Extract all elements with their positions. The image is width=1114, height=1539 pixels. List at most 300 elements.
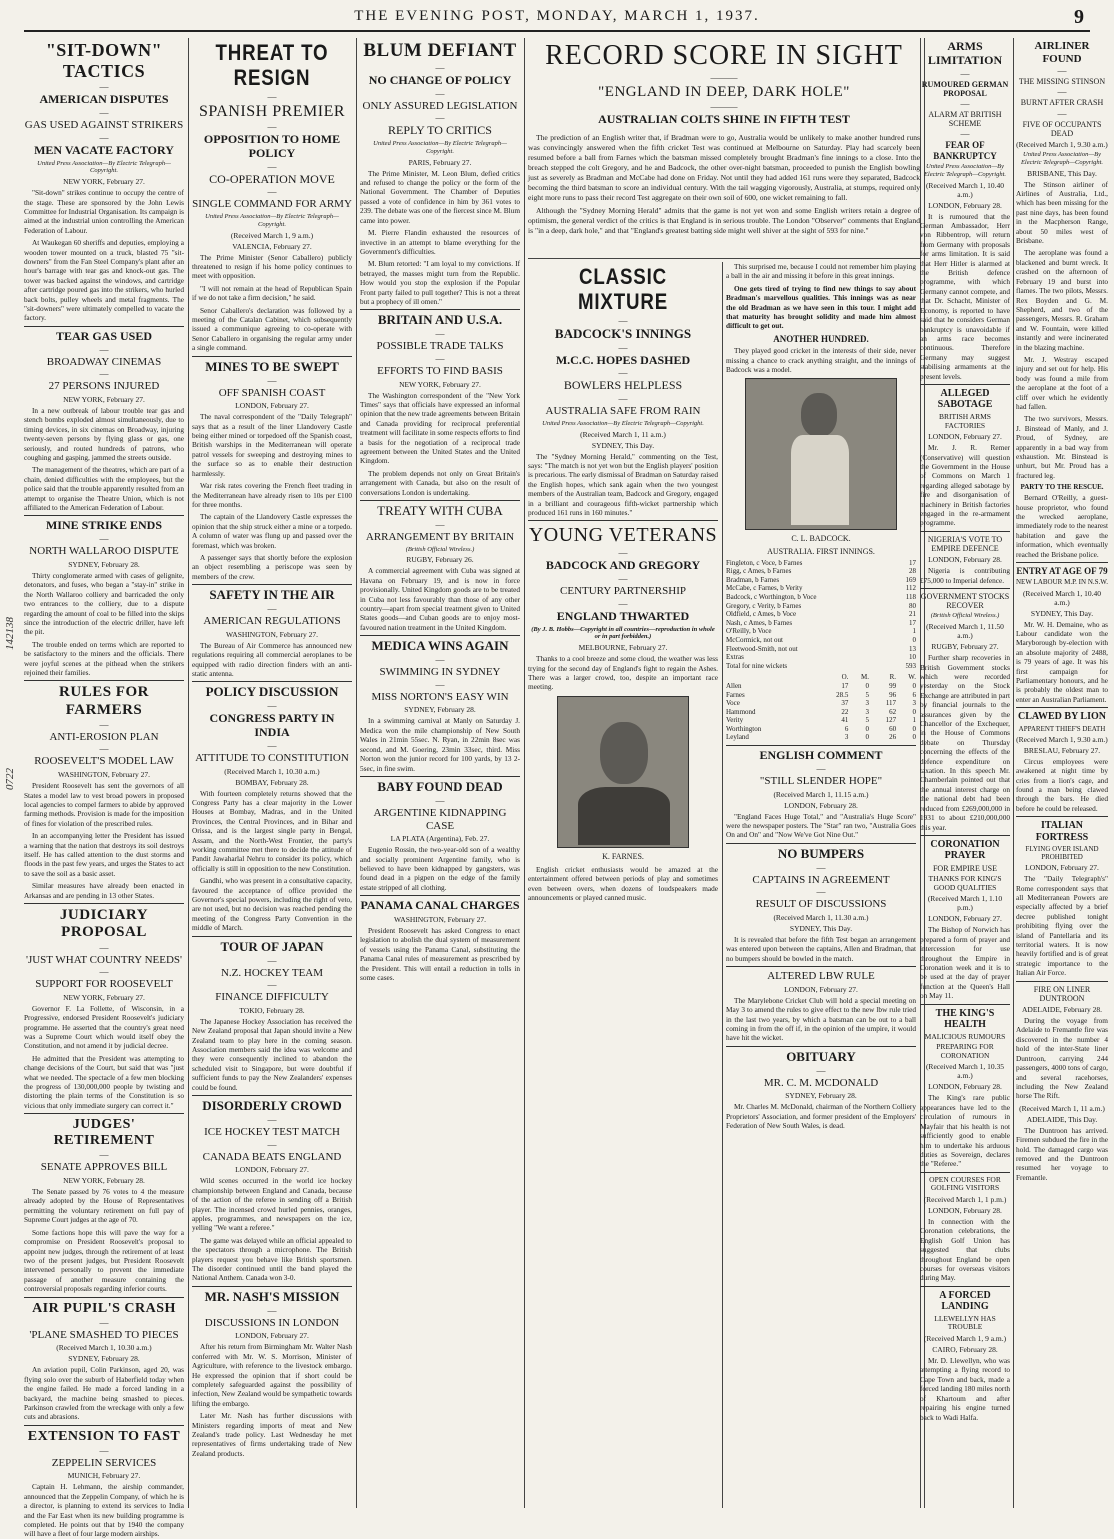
article-text: The prediction of an English writer that, if Bradman were to go, Australia would be unlikely to make another hundred runs was convincingly answered when the fifth cricket Test was continued at Melbourne on Saturday. Play had scarcely been resumed before a ball from Farnes which the batsman missed completely brought Bradman's fine innings to a close. Into the breach stepped the colt Gregory, and he and Badcock, the other over-night batsman, proceeded to punish the English bowling just as severely as Bradman and McCabe had done on Friday. Not until they had added 161 runs were they separated, Badcock becoming the third batsman to score an individual century. With the tail wagging vigorously, Australia, at stumps, required only eight more runs to pass their record Test aggregate on their own soil of 600, one wicket remaining to fall.: [528, 133, 920, 203]
dateline: ADELAIDE, This Day.: [1026, 1114, 1098, 1124]
article-text: Senor Caballero's declaration was followed by a meeting of the Catalan Cabinet, which subsequently issued a communique agreeing to co-operate with Senor Caballero in organising the regular army under a single command.: [192, 305, 352, 353]
dateline: LONDON, February 28.: [928, 555, 1002, 565]
article-text: He admitted that the President was attempting to change decisions of the Court, but said that was "just what we needed. The spectacle of a few men blocking the progress of 130,000,000 people by twisting and distorting the plain terms of the Constitution is so vicious that only immediate surgery can correct it.": [24, 1053, 184, 1110]
headline: AIR PUPIL'S CRASH: [32, 1300, 176, 1316]
headline: CLAWED BY LION: [1018, 711, 1106, 723]
headline: TREATY WITH CUBA: [377, 503, 503, 519]
subhead: FINANCE DIFFICULTY: [215, 991, 329, 1004]
article-text: Later Mr. Nash has further discussions with Ministers regarding imports of meat and New Zealand's trade policy. Last Wednesday he met representatives of firms undertaking trade of New Zealand products.: [192, 1411, 352, 1458]
article-text: The game was delayed while an official appealed to the spectators through a microphone. The British players request you behave like British sportsmen. The disorder continued until the band played the National Anthem. Canada won 3-0.: [192, 1235, 352, 1283]
dateline: (Received March 1, 10.40 a.m.): [1022, 588, 1102, 607]
dateline: RUGBY, February 26.: [406, 555, 474, 565]
article-text: In connection with the Coronation celebrations, the English Golf Union has suggested that clubs throughout England be open courses for overseas visitors during May.: [920, 1216, 1010, 1283]
article-text: Bernard O'Reilly, a guest-house proprietor, who found the wrecked aeroplane, immediately rode to the nearest habitation and gave the information, which eventually reached the Brisbane police.: [1016, 493, 1108, 559]
bowling-row: [726, 733, 916, 742]
dateline: BOMBAY, February 28.: [235, 777, 309, 787]
runs: 112: [905, 584, 916, 593]
page-number: 9: [1074, 6, 1084, 28]
subhead: MEN VACATE FACTORY: [34, 142, 174, 157]
subhead: POSSIBLE TRADE TALKS: [376, 340, 504, 353]
dateline: NEW YORK, February 27.: [399, 379, 481, 389]
headline: BRITAIN AND U.S.A.: [377, 312, 503, 328]
dateline: NEW YORK, February 27.: [63, 992, 145, 1002]
column-2: THREAT TO RESIGN — SPANISH PREMIER — OPPOSITION TO HOME POLICY — CO-OPERATION MOVE — SINGLE COMMAND FOR ARMY United Press Association—By Electric Telegraph—Copyright. (Received March 1, 9 a.m.) VALENCIA, February 27. The Prime Minister (Senor Caballero) publicly threatened to resign if his home policy continues to meet with opposition. "I will not remain at the head of Republican Spain if we do not take a firm decision," he said. Senor Caballero's declaration was followed by a meeting of the Catalan Cabinet, which subsequently issued a communique agreeing to co-operate with Senor Caballero in organising the regular army under a single command. MINES TO BE SWEPT — OFF SPANISH COAST LONDON, February 27. The naval correspondent of the "Daily Telegraph" says that as a result of the liner Llandovery Castle being either mined or torpedoed off the Spanish coast, British warships in the Mediterranean will operate patrol vessels for sweeping and destroying mines to the surface so as to enable their destruction harmlessly. War risk rates covering the French fleet trading in the Mediterranean have already risen to 10s per £100 for three months. The captain of the Llandovery Castle expresses the opinion that the ship struck either a mine or a torpedo. A column of water was flung up and passed over the foremast, which was broken. A passenger says that shortly before the explosion an object resembling a periscope was seen by members of the crew. SAFETY IN THE AIR — AMERICAN REGULATIONS WASHINGTON, February 27. The Bureau of Air Commerce has announced new regulations requiring all commercial aeroplanes to be equipped with radio direction finders with an anti-static antenna. POLICY DISCUSSION — CONGRESS PARTY IN INDIA — ATTITUDE TO CONSTITUTION (Received March 1, 10.30 a.m.) BOMBAY, February 28. With fourteen completely returns showed that the Congress Party has a clear majority in the Lower Houses at Bombay, Madras, and in the United Provinces, the Central Provinces, and in Bihar and Orissa, and is the largest single party in Bengal, Assam, and the North-West Frontier, the party's working committee met there to decide the attitude of Pandit Jawaharlal Nehru to consider its policy, which officially is still in opposition to the new Constitution. Gandhi, who was present in a consultative capacity, favoured the acceptance of office provided the Governor's special powers, including the right of veto, are not used, but no decision was reached pending the meeting of the Congress Party Convention in the middle of March. TOUR OF JAPAN — N.Z. HOCKEY TEAM — FINANCE DIFFICULTY TOKIO, February 28. The Japanese Hockey Association has received the New Zealand proposal that Japan should invite a New Zealand team to play here in the coming season. Association members said the idea was welcome and they were consequently inclined to abandon the scheduled visit to Singapore, but were doubtful if sufficient funds to pay the New Zealanders' expenses could be found. DISORDERLY CROWD — ICE HOCKEY TEST MATCH — CANADA BEATS ENGLAND LONDON, February 27. Wild scenes occurred in the world ice hockey championship between England and Canada, because of the action of the referee in sending off a British player. The incensed crowd hurled pennies, oranges, apples, programmes, and newspapers on the ice, yelling "We want a referee." The game was delayed while an official appealed to the spectators through a microphone. The British players request you behave like British sportsmen. The disorder continued until the band played the National Anthem. Canada won 3-0. MR. NASH'S MISSION — DISCUSSIONS IN LONDON LONDON, February 27. After his return from Birmingham Mr. Walter Nash conferred with Mr. W. S. Morrison, Minister of Agriculture, with reference to the livestock embargo. He expressed the opinion that if short could be completely safeguarded against the possibility of infection, New Zealand would be sympathetic towards lifting the embargo. Later Mr. Nash has further discussions with Ministers regarding imports of meat and New Zealand's trade policy. Last Wednesday he met representatives of firms undertaking trade of New Zealand products.: [192, 38, 357, 1508]
headline: GOVERNMENT STOCKS RECOVER: [920, 592, 1010, 611]
total-value: 593: [905, 661, 916, 670]
article-text: At Waukegan 60 sheriffs and deputies, employing a wooden tower mounted on a truck, blasted 75 "sit-downers" from the Fan Steel Company's plant after an hour's barrage with tear gas and knock-out gas. The tower was backed against the windows, and cartridge after cartridge poured gas into the strikers, who hurled back bolts, pulley wheels and metal fragments. The "sit-downers" were ultimately compelled to vacate the factory.: [24, 238, 184, 323]
subhead: ALARM AT BRITISH SCHEME: [928, 109, 1002, 129]
bowling-figure: 60: [889, 724, 897, 733]
bowling-analysis: [726, 673, 916, 742]
subhead: AUSTRALIA SAFE FROM RAIN: [545, 405, 701, 418]
runs: 169: [905, 575, 916, 584]
farnes-photo: [557, 696, 689, 848]
headline: CORONATION PRAYER: [930, 838, 1000, 862]
subhead: SENATE APPROVES BILL: [40, 1161, 168, 1174]
article-text: Circus employees were awakened at night time by cries from a lion's cage, and found a man being clawed through the bars. He died before he could be released.: [1016, 756, 1108, 813]
bowling-figure: 6: [912, 690, 916, 699]
subhead: THE MISSING STINSON: [1018, 77, 1106, 87]
subhead: PARTY TO THE RESCUE.: [1020, 483, 1104, 492]
subhead: AMERICAN REGULATIONS: [203, 615, 341, 628]
subhead: FLYING OVER ISLAND PROHIBITED: [1025, 845, 1099, 862]
dateline: LONDON, February 27.: [1025, 863, 1099, 873]
subhead: SPANISH PREMIER: [198, 102, 346, 120]
scorecard-row: [726, 653, 916, 662]
dateline: SYDNEY, This Day.: [1030, 608, 1094, 618]
bowler: Verity: [726, 716, 744, 725]
article-text: "England Faces Huge Total," and "Australia's Huge Score" were the newspaper posters. The "Star" ran two, "Australia Goes On and On" and "Now We've Got Nine Out.": [726, 811, 916, 840]
runs: 1: [912, 627, 916, 636]
credit-line: (British Official Wireless.): [405, 545, 475, 553]
article-text: A commercial agreement with Cuba was signed at Havana on February 19, and is now in force provisionally. United Kingdom goods are to be treated in Cuba not less favourably than those of any other country—apart from special treatment given to United States goods—and Cuban goods are to enjoy most-favoured nation treatment in the United Kingdom.: [360, 566, 520, 632]
dateline: LONDON, February 27.: [928, 432, 1002, 442]
scorecard-row: [726, 567, 916, 576]
dateline: LONDON, February 28.: [928, 1205, 1002, 1215]
headline: OBITUARY: [786, 1048, 856, 1064]
dateline: (Received March 1, 9.30 a.m.): [1016, 140, 1108, 150]
article-text: After his return from Birmingham Mr. Walter Nash conferred with Mr. W. S. Morrison, Minister of Agriculture, with reference to the livestock embargo. He expressed the opinion that if short could be completely safeguarded against the possibility of infection, New Zealand would be sympathetic towards lifting the embargo.: [192, 1342, 352, 1408]
bowling-row: [726, 682, 916, 691]
article-text: The Bishop of Norwich has prepared a form of prayer and intercession for use throughout the Empire in Coronation week and it is to be used at the day of prayer function at the Queen's Hall on May 11.: [920, 925, 1010, 1001]
article-text: Mr. D. Llewellyn, who was attempting a flying record to Cape Town and back, made a forced landing 180 miles north of Khartoum and after repairing his engine turned back to Wadi Halfa.: [920, 1356, 1010, 1422]
dateline: WASHINGTON, February 27.: [226, 629, 318, 639]
headline: THREAT TO RESIGN: [215, 40, 329, 91]
margin-note: 142138: [4, 617, 16, 650]
bowling-figure: 0: [912, 707, 916, 716]
dateline: NEW YORK, February 27.: [63, 177, 145, 187]
bowling-row: [726, 716, 916, 725]
article-text: English cricket enthusiasts would be amazed at the entertainment offered between periods of play and sometimes even between overs, when dozens of loudspeakers made announcements or played canned music.: [528, 864, 718, 903]
article-text: Mr. W. H. Demaine, who as Labour candidate won the Maryborough by-election with an absolute majority of 2488, is 79 years of age. It was his first campaign for Parliamentary honours, and he is probably the oldest man to enter an Australian Parliament.: [1016, 619, 1108, 704]
scorecard-row: [726, 593, 916, 602]
batsman: Rigg, c Ames, b Farnes: [726, 567, 792, 576]
dateline: TOKIO, February 28.: [239, 1005, 305, 1015]
headline: BLUM DEFIANT: [363, 40, 517, 61]
dateline: CAIRO, February 28.: [932, 1345, 998, 1355]
subhead: "STILL SLENDER HOPE": [759, 774, 883, 787]
headline: FIRE ON LINER DUNTROON: [1033, 984, 1091, 1003]
article-text: The Bureau of Air Commerce has announced new regulations requiring all commercial aeroplanes to be equipped with radio direction finders with an anti-static antenna.: [192, 640, 352, 678]
dateline: (Received March 1, 11 a.m.): [580, 429, 666, 439]
subhead: DISCUSSIONS IN LONDON: [204, 1316, 340, 1329]
bowling-figure: 26: [889, 733, 897, 742]
bowling-figure: 0: [865, 733, 869, 742]
credit-line: (By J. B. Hobbs—Copyright in all countries—reproduction in whole or in part forbidden.): [531, 625, 715, 641]
bowling-figure: 0: [912, 681, 916, 690]
column-3: BLUM DEFIANT — NO CHANGE OF POLICY — ONLY ASSURED LEGISLATION — REPLY TO CRITICS United Press Association—By Electric Telegraph—Copyright. PARIS, February 27. The Prime Minister, M. Leon Blum, defied critics and refused to change the policy or the form of the National Government. The Chamber of Deputies passed a vote of confidence in him by 361 votes to 239. The debate was one of the fiercest since M. Blum came into power. M. Pierre Flandin exhausted the resources of invective in an attempt to blame everything for the Government's difficulties. M. Blum retorted: "I am loyal to my convictions. If betrayed, the masses might turn from the Republic. How would you stop the explosion if the Popular Front party failed to pull together? This is not a threat but a prophecy of ill omen." BRITAIN AND U.S.A. — POSSIBLE TRADE TALKS — EFFORTS TO FIND BASIS NEW YORK, February 27. The Washington correspondent of the "New York Times" says that officials have expressed an informal opinion that the new trade agreements between Britain and Canada providing for reciprocal preferential treatment will facilitate in some respects efforts to find a basis for the negotiation of a reciprocal trade agreement between the United States and the United Kingdom. The problem depends not only on Great Britain's arrangement with Canada, but also on the result of conversations London is undertaking. TREATY WITH CUBA — ARRANGEMENT BY BRITAIN (British Official Wireless.) RUGBY, February 26. A commercial agreement with Cuba was signed at Havana on February 19, and is now in force provisionally. United Kingdom goods are to be treated in Cuba not less favourably than those of any other country—apart from special treatment given to United States goods—and Cuban goods are to enjoy most-favoured nation treatment in the United Kingdom. MEDICA WINS AGAIN — SWIMMING IN SYDNEY — MISS NORTON'S EASY WIN SYDNEY, February 28. In a swimming carnival at Manly on Saturday J. Medica won the mile championship of New South Wales in 21min 55sec. N. Ryan, in 22min 8sec was second, and M. Goering, 23min 33sec, third. Miss Norton won the junior record for 100 yards, by 13 2-5sec, in fine swim. BABY FOUND DEAD — ARGENTINE KIDNAPPING CASE LA PLATA (Argentina), Feb. 27. Eugenio Rossin, the two-year-old son of a wealthy and socially prominent Argentine family, who is believed to have been kidnapped by gangsters, was found dead in a pigpen on the edge of the family estate stripped of all clothing. PANAMA CANAL CHARGES WASHINGTON, February 27. President Roosevelt has asked Congress to enact legislation to abolish the dual system of measurement of vessels using the Panama Canal, substituting the Panama Canal rules of measurement as prescribed by the President. This will entail a reduction in tolls in some cases.: [360, 38, 525, 1508]
bowling-figure: 96: [889, 690, 897, 699]
bowling-header-cell: M.: [861, 673, 869, 682]
subhead: BOWLERS HELPLESS: [563, 378, 683, 393]
batsman: Gregory, c Verity, b Farnes: [726, 601, 802, 610]
credit-line: United Press Association—By Electric Telegraph—Copyright.: [37, 159, 171, 175]
subhead: 'PLANE SMASHED TO PIECES: [29, 1328, 179, 1341]
article-text: The Marylebone Cricket Club will hold a special meeting on May 3 to amend the rules to give effect to the new lbw rule tried in the last two years, by which a batsman can be out to a ball coming in from the off if, in the opinion of the umpire, it would have hit the wicket.: [726, 995, 916, 1043]
article-text: The Prime Minister (Senor Caballero) publicly threatened to resign if his home policy continues to meet with opposition.: [192, 252, 352, 281]
headline: MEDICA WINS AGAIN: [371, 638, 509, 654]
bowling-figure: 0: [912, 733, 916, 742]
headline: ALTERED LBW RULE: [767, 970, 875, 983]
dateline: (Received March 1, 10.40 a.m.): [925, 180, 1005, 199]
dateline: SYDNEY, This Day.: [591, 440, 655, 450]
subhead: BADCOCK AND GREGORY: [545, 558, 701, 573]
dateline: LONDON, February 27.: [235, 1165, 309, 1175]
bowling-figure: 0: [912, 724, 916, 733]
batsman: Bradman, b Farnes: [726, 575, 780, 584]
article-text: The naval correspondent of the "Daily Telegraph" says that as a result of the liner Llandovery Castle being either mined or torpedoed off the Spanish coast, British warships in the Mediterranean will operate patrol vessels for sweeping and destroying mines to the surface so as to enable their destruction harmlessly.: [192, 412, 352, 478]
subhead: OFF SPANISH COAST: [218, 386, 326, 399]
headline: OPEN COURSES FOR GOLFING VISITORS: [929, 1174, 1001, 1193]
dateline: SYDNEY, This Day.: [789, 923, 853, 933]
credit-line: United Press Association—By Electric Telegraph—Copyright.: [1020, 151, 1104, 166]
subhead: APPARENT THIEF'S DEATH: [1018, 724, 1106, 733]
credit-line: United Press Association—By Electric Telegraph—Copyright.: [923, 163, 1007, 178]
bowling-figure: 5: [865, 716, 869, 725]
article-text: The King's rare public appearances have led to the circulation of rumours in Mayfair that his health is not sufficiently good to enable him to undertake his arduous duties as Sovereign, declares the "Referee.": [920, 1093, 1010, 1169]
dateline: NEW YORK, February 28.: [63, 1176, 145, 1186]
subhead: RESULT OF DISCUSSIONS: [755, 898, 887, 911]
article-text: Further sharp recoveries in British Government stocks which were recorded yesterday on the Stock Exchange are attributed in part by financial journals to the assurances given by the Chancellor of the Exchequer, in the House of Commons debate on Thursday concerning the effects of the defence expenditure on taxation. In this speech Mr. Chamberlain pointed out that the annual interest charge on the national debt had been reduced from £269,000,000 in 1931 to about £210,000,000 this year.: [920, 653, 1010, 832]
runs: 118: [905, 592, 916, 601]
headline: A FORCED LANDING: [939, 1289, 991, 1313]
bowling-figure: 3: [844, 733, 849, 742]
masthead-title: THE EVENING POST, MONDAY, MARCH 1, 1937.: [354, 8, 760, 24]
headline: CLASSIC MIXTURE: [577, 264, 669, 315]
credit-line: United Press Association—By Electric Telegraph—Copyright.: [373, 140, 507, 155]
article-text: The aeroplane was found a blackened and burnt wreck. It crashed on the afternoon of February 19 and burst into flames. The two pilots, Messrs. Rex Boyden and G. M. Shepherd, and two of the passengers, Messrs. R. Graham and W. Fountain, were killed instantly and were incinerated in the blazing machine.: [1016, 248, 1108, 352]
article-text: This surprised me, because I could not remember him playing a ball in the air and missing it before in this great innings.: [726, 262, 916, 281]
dateline: SYDNEY, February 28.: [68, 559, 140, 569]
bowling-figure: 28.5: [836, 690, 849, 699]
dateline: MELBOURNE, February 27.: [578, 643, 668, 653]
dateline: LONDON, February 28.: [784, 800, 858, 810]
headline: PANAMA CANAL CHARGES: [360, 898, 520, 913]
margin-note: 0722: [4, 768, 16, 790]
scorecard-row: [726, 645, 916, 654]
bowler: Farnes: [726, 690, 745, 699]
dateline: SYDNEY, February 28.: [404, 705, 476, 715]
article-text: The Prime Minister, M. Leon Blum, defied critics and refused to change the policy or the form of the National Government. The Chamber of Deputies passed a vote of confidence in him by 361 votes to 239. The debate was one of the fiercest since M. Blum came into power.: [360, 168, 520, 225]
subhead: BURNT AFTER CRASH: [1020, 98, 1104, 108]
bowling-figure: 0: [865, 724, 869, 733]
dateline: LA PLATA (Argentina), Feb. 27.: [390, 834, 490, 844]
article-text: The two survivors, Messrs. J. Binstead of Manly, and J. Proud, of Sydney, are apparently in a bad way from exhaustion. Mr. Binstead is unhurt, but Mr. Proud has a fractured leg.: [1016, 414, 1108, 480]
article-text: Captain H. Lehmann, the airship commander, announced that the Zeppelin Company, of which he is a director, is planning to extend its services to India and the Far East when its new building programme is completed. He points out that by 1940 the company will have a fleet of four large modern airships.: [24, 1482, 184, 1539]
scorecard-row: [726, 627, 916, 636]
subhead: CANADA BEATS ENGLAND: [202, 1150, 342, 1163]
dateline: (Received March 1, 9 a.m.): [923, 1334, 1007, 1344]
scorecard-row: [726, 619, 916, 628]
dateline: VALENCIA, February 27.: [232, 241, 312, 251]
article-text: Mr. J. Westray escaped injury and set out for help. His body was found a mile from the aeroplane at the foot of a cliff over which he evidently had fallen.: [1016, 354, 1108, 411]
bowling-figure: 3: [865, 699, 869, 708]
headline: "SIT-DOWN" TACTICS: [45, 40, 163, 81]
bowling-figure: 22: [841, 707, 849, 716]
headline: BABY FOUND DEAD: [377, 778, 503, 794]
bowling-figure: 41: [841, 716, 849, 725]
bowling-header-cell: R.: [889, 673, 897, 682]
subhead: ROOSEVELT'S MODEL LAW: [34, 755, 174, 768]
subhead: 27 PERSONS INJURED: [48, 380, 160, 393]
article-text: The "Daily Telegraph's" Rome correspondent says that all Mediterranean Powers are especially affected by a brief decree published tonight prohibiting flying over the island of Pantellaria and its territorial waters. It is now heavily fortified and is of great strategic importance to the Italian Air Force.: [1016, 874, 1108, 978]
article-text: The Japanese Hockey Association has received the New Zealand proposal that Japan should invite a New Zealand team to play here in the coming season. Association members said the idea was welcome and they were consequently inclined to abandon the scheduled visit to Singapore, but were doubtful if sufficient funds to pay the New Zealanders' expenses could be found.: [192, 1016, 352, 1092]
article-text: The "Sydney Morning Herald," commenting on the Test, says: "The match is not yet won but the English players' position is precarious. The early dismissal of Bradman on Saturday raised the English hopes, which sank again when the two youngest members of the Australian team, Badcock and Gregory, engaged in a brilliant and courageous fifth-wicket partnership which produced 161 runs in 160 minutes.": [528, 451, 718, 517]
article-text: Wild scenes occurred in the world ice hockey championship between England and Canada, because of the action of the referee in sending off a British player. The incensed crowd hurled pennies, oranges, apples, programmes, and newspapers on the ice, yelling "We want a referee.": [192, 1176, 352, 1233]
subhead: MR. C. M. MCDONALD: [763, 1076, 879, 1089]
bowling-figure: 3: [912, 699, 916, 708]
bowling-header-cell: O.: [841, 673, 849, 682]
headline: ITALIAN FORTRESS: [1035, 820, 1089, 843]
dateline: (Received March 1, 11.50 a.m.): [926, 622, 1004, 641]
article-text: Eugenio Rossin, the two-year-old son of a wealthy and socially prominent Argentine family, who is believed to have been kidnapped by gangsters, was found dead in a pigpen on the edge of the family estate stripped of all clothing.: [360, 845, 520, 892]
article-text: The Duntroon has arrived. Firemen subdued the fire in the hold. The damaged cargo was removed and the Duntroon resumed her voyage to Fremantle.: [1016, 1125, 1108, 1182]
headline: EXTENSION TO FAST: [27, 1428, 181, 1444]
subhead: ONLY ASSURED LEGISLATION: [362, 99, 518, 112]
scorecard-row: [726, 559, 916, 568]
scorecard-row: [726, 602, 916, 611]
subhead: REPLY TO CRITICS: [388, 123, 492, 138]
dateline: (Received March 1, 10.30 a.m.): [56, 1343, 152, 1353]
subhead: M.C.C. HOPES DASHED: [555, 352, 691, 367]
article-text: One gets tired of trying to find new things to say about Bradman's marvellous qualities. This innings was as near the old Bradman as we have seen in this tour. I might add that maturity has brought solidity and made him almost difficult to get out.: [726, 283, 916, 331]
column-4a: CLASSIC MIXTURE — BADCOCK'S INNINGS — M.C.C. HOPES DASHED — BOWLERS HELPLESS — AUSTRALIA SAFE FROM RAIN United Press Association—By Electric Telegraph—Copyright. (Received March 1, 11 a.m.) SYDNEY, This Day. The "Sydney Morning Herald," commenting on the Test, says: "The match is not yet won but the English players' position is precarious. The early dismissal of Bradman on Saturday raised the English hopes, which sank again when the two youngest members of the Australian team, Badcock and Gregory, engaged in a brilliant and courageous fifth-wicket partnership which produced 161 runs in 160 minutes." YOUNG VETERANS — BADCOCK AND GREGORY — CENTURY PARTNERSHIP — ENGLAND THWARTED (By J. B. Hobbs—Copyright in all countries—reproduction in whole or in part forbidden.) MELBOURNE, February 27. Thanks to a cool breeze and some cloud, the weather was less trying for the second day of England's fight to regain the Ashes. There was a larger crowd, too, despite an important race meeting. K. FARNES. English cricket enthusiasts would be amazed at the entertainment offered between periods of play and sometimes even between overs, when dozens of loudspeakers made announcements or played canned music.: [528, 262, 723, 1508]
headline: NO BUMPERS: [777, 845, 865, 861]
bowling-figure: 6: [844, 724, 849, 733]
batsman: Oldfield, c Ames, b Voce: [726, 610, 797, 619]
batsman: McCormick, not out: [726, 635, 783, 644]
article-text: It is rumoured that the German Ambassador, Herr von Ribbentrop, will return from Germany with proposals for arms limitation. It is said that Herr Hitler is alarmed at the British defence programme, with which Germany cannot compete, and that Dr. Schacht, Minister of Economy, is reported to have said that he considers German bankruptcy is unavoidable if an arms race becomes continuous. Therefore Germany may suggest stabilising armaments at the present levels.: [920, 211, 1010, 381]
bowler: Leyland: [726, 733, 749, 742]
dateline: WASHINGTON, February 27.: [394, 914, 486, 924]
subhead: SWIMMING IN SYDNEY: [379, 666, 501, 679]
bowling-figure: 117: [885, 699, 897, 708]
article-text: In a swimming carnival at Manly on Saturday J. Medica won the mile championship of New South Wales in 21min 55sec. N. Ryan, in 22min 8sec was second, and M. Goering, 23min 33sec, third. Miss Norton won the junior record for 100 yards, by 13 2-5sec, in fine swim.: [360, 716, 520, 773]
headline: NIGERIA'S VOTE TO EMPIRE DEFENCE: [927, 534, 1003, 554]
dateline: SYDNEY, February 28.: [68, 1354, 140, 1364]
subhead: FEAR OF BANKRUPTCY: [933, 140, 997, 161]
headline: THE KING'S HEALTH: [935, 1007, 995, 1031]
article-text: M. Blum retorted: "I am loyal to my convictions. If betrayed, the masses might turn from the Republic. How would you stop the explosion if the Popular Front party failed to pull together? This is not a threat but a prophecy of ill omen.": [360, 259, 520, 306]
total-label: Total for nine wickets: [726, 661, 788, 670]
column-5: ARMS LIMITATION — RUMOURED GERMAN PROPOSAL — ALARM AT BRITISH SCHEME — FEAR OF BANKRUPTCY United Press Association—By Electric Telegraph—Copyright. (Received March 1, 10.40 a.m.) LONDON, February 28. It is rumoured that the German Ambassador, Herr von Ribbentrop, will return from Germany with proposals for arms limitation. It is said that Herr Hitler is alarmed at the British defence programme, with which Germany cannot compete, and that Dr. Schacht, Minister of Economy, is reported to have said that he considers German bankruptcy is unavoidable if an arms race becomes continuous. Therefore Germany may suggest stabilising armaments at the present levels. ALLEGED SABOTAGE BRITISH ARMS FACTORIES LONDON, February 27. Mr. J. R. Remer (Conservative) will question the Government in the House of Commons on March 1 regarding alleged sabotage by fire and disorganisation of machinery in British factories engaged in the re-armament programme. NIGERIA'S VOTE TO EMPIRE DEFENCE LONDON, February 28. Nigeria is contributing £75,000 to Imperial defence. GOVERNMENT STOCKS RECOVER (British Official Wireless.) (Received March 1, 11.50 a.m.) RUGBY, February 27. Further sharp recoveries in British Government stocks which were recorded yesterday on the Stock Exchange are attributed in part by financial journals to the assurances given by the Chancellor of the Exchequer, in the House of Commons debate on Thursday concerning the effects of the defence expenditure on taxation. In this speech Mr. Chamberlain pointed out that the annual interest charge on the national debt had been reduced from £269,000,000 in 1931 to about £210,000,000 this year. CORONATION PRAYER FOR EMPIRE USE THANKS FOR KING'S GOOD QUALITIES (Received March 1, 1.10 p.m.) LONDON, February 27. The Bishop of Norwich has prepared a form of prayer and intercession for use throughout the Empire in Coronation week and it is to be used at the day of prayer function at the Queen's Hall on May 11. THE KING'S HEALTH MALICIOUS RUMOURS PREPARING FOR CORONATION (Received March 1, 10.35 a.m.) LONDON, February 28. The King's rare public appearances have led to the circulation of rumours in Mayfair that his health is not sufficiently good to enable him to undertake his arduous duties as Sovereign, declares the "Referee." OPEN COURSES FOR GOLFING VISITORS (Received March 1, 1 p.m.) LONDON, February 28. In connection with the Coronation celebrations, the English Golf Union has suggested that clubs throughout England be open courses for overseas visitors during May. A FORCED LANDING LLEWELLYN HAS TROUBLE (Received March 1, 9 a.m.) CAIRO, February 28. Mr. D. Llewellyn, who was attempting a flying record to Cape Town and back, made a forced landing 180 miles north of Khartoum and after repairing his engine turned back to Wadi Halfa.: [920, 38, 1014, 1508]
subhead: SUPPORT FOR ROOSEVELT: [35, 978, 173, 991]
runs: 17: [909, 558, 916, 567]
dateline: WASHINGTON, February 27.: [58, 770, 150, 780]
subhead: FIVE OF OCCUPANTS DEAD: [1022, 119, 1102, 138]
headline: RULES FOR FARMERS: [59, 684, 149, 718]
headline: JUDGES' RETIREMENT: [53, 1117, 155, 1149]
runs: 17: [909, 618, 916, 627]
subhead: CAPTAINS IN AGREEMENT: [752, 873, 890, 886]
subhead: CONGRESS PARTY IN INDIA: [209, 711, 335, 740]
column-6: AIRLINER FOUND — THE MISSING STINSON — BURNT AFTER CRASH — FIVE OF OCCUPANTS DEAD (Received March 1, 9.30 a.m.) United Press Association—By Electric Telegraph—Copyright. BRISBANE, This Day. The Stinson airliner of Airlines of Australia, Ltd., which has been missing for the past nine days, has been found in the Macpherson Range, about 50 miles west of Brisbane. The aeroplane was found a blackened and burnt wreck. It crashed on the afternoon of February 19 and burst into flames. The two pilots, Messrs. Rex Boyden and G. M. Shepherd, and two of the passengers, Messrs. R. Graham and W. Fountain, were killed instantly and were incinerated in the blazing machine. Mr. J. Westray escaped injury and set out for help. His body was found a mile from the aeroplane at the foot of a cliff over which he evidently had fallen. The two survivors, Messrs. J. Binstead of Manly, and J. Proud, of Sydney, are apparently in a bad way from exhaustion. Mr. Binstead is unhurt, but Mr. Proud has a fractured leg. PARTY TO THE RESCUE. Bernard O'Reilly, a guest-house proprietor, who found the wrecked aeroplane, immediately rode to the nearest habitation and gave the information, which eventually reached the Brisbane police. ENTRY AT AGE OF 79 NEW LABOUR M.P. IN N.S.W. (Received March 1, 10.40 a.m.) SYDNEY, This Day. Mr. W. H. Demaine, who as Labour candidate won the Maryborough by-election with an absolute majority of 2488, is 79 years of age. It was his first campaign for Parliamentary honours, and he is probably the oldest man to enter an Australian Parliament. CLAWED BY LION APPARENT THIEF'S DEATH (Received March 1, 9.30 a.m.) BRESLAU, February 27. Circus employees were awakened at night time by cries from a lion's cage, and found a man being clawed through the bars. He died before he could be released. ITALIAN FORTRESS FLYING OVER ISLAND PROHIBITED LONDON, February 27. The "Daily Telegraph's" Rome correspondent says that all Mediterranean Powers are especially affected by a brief decree published tonight prohibiting flying over the island of Pantellaria and its territorial waters. It is now heavily fortified and is of great strategic importance to the Italian Air Force. FIRE ON LINER DUNTROON ADELAIDE, February 28. During the voyage from Adelaide to Fremantle fire was discovered in the number 4 hold of the inter-State liner Duntroon, carrying 244 passengers, 4000 tons of cargo, and several racehorses, including the New Zealand horse The Rift. (Received March 1, 11 a.m.) ADELAIDE, This Day. The Duntroon has arrived. Firemen subdued the fire in the hold. The damaged cargo was removed and the Duntroon resumed her voyage to Fremantle.: [1016, 40, 1108, 1182]
runs: 13: [909, 644, 916, 653]
batting-scorecard: [726, 559, 916, 662]
headline: TOUR OF JAPAN: [220, 938, 324, 954]
headline: DISORDERLY CROWD: [202, 1098, 342, 1114]
bowler: Allen: [726, 681, 742, 690]
masthead: [24, 8, 1090, 32]
dateline: (Received March 1, 1.10 p.m.): [927, 894, 1003, 913]
subhead: ENGLAND THWARTED: [556, 608, 690, 623]
column-4b: This surprised me, because I could not remember him playing a ball in the air and missing it before in this great innings. One gets tired of trying to find new things to say about Bradman's marvellous qualities. This innings was as near the old Bradman as we have seen in this tour. I might add that maturity has brought solidity and made him almost difficult to get out. ANOTHER HUNDRED. They played good cricket in the interests of their side, never missing a chance to crack anything straight, and the innings of Badcock was a model. C. L. BADCOCK. AUSTRALIA. FIRST INNINGS. Fingleton, c Voce, b Farnes 17 Rigg, c Ames, b Farnes 28 Bradman, b Farnes 169 McCabe, c Farnes, b Verity 112 Badcock, c Worthington, b Voce 118 Gregory, c Verity, b Farnes 80 Oldfield, c Ames, b Voce 21 Nash, c Ames, b Farnes 17 O'Reilly, b Voce 1 McCormick, not out 0 Fleetwood-Smith, not out 13 Extras 10 Total for nine wickets 593 O. M. R. W. Allen 17 0 99 0 Farnes 28.5 5 96 6 Voce 37 3 117 3 Hammond 22 3 62 0 Verity 41 5 127 1 Worthington 6 0 60 0 Leyland 3 0 26 0 ENGLISH COMMENT — "STILL SLENDER HOPE" (Received March 1, 11.15 a.m.) LONDON, February 28. "England Faces Huge Total," and "Australia's Huge Score" were the newspaper posters. The "Star" ran two, "Australia Goes On and On" and "Now We've Got Nine Out." NO BUMPERS — CAPTAINS IN AGREEMENT — RESULT OF DISCUSSIONS (Received March 1, 11.30 a.m.) SYDNEY, This Day. It is revealed that before the fifth Test began an arrangement was entered upon between the captains, Allen and Bradman, that no bumpers should be bowled in the match. ALTERED LBW RULE LONDON, February 27. The Marylebone Cricket Club will hold a special meeting on May 3 to amend the rules to give effect to the new lbw rule tried in the last two years, by which a batsman can be out to a ball coming in from the off if, in the opinion of the umpire, it would have hit the wicket. OBITUARY — MR. C. M. MCDONALD SYDNEY, February 28. Mr. Charles M. McDonald, chairman of the Northern Colliery Proprietors' Association, and former president of the Employers' Federation of New South Wales, is dead.: [726, 262, 921, 1508]
article-text: President Roosevelt has sent the governors of all States a model law to vest broad powers in proposed local agencies to compel farmers to abide by approved farming methods. Provision is made for the imposition of fines for violation of the prescribed rules.: [24, 781, 184, 828]
dateline: (Received March 1, 9.30 a.m.): [1016, 734, 1108, 744]
headline: AIRLINER FOUND: [1034, 40, 1090, 65]
article-text: M. Pierre Flandin exhausted the resources of invective in an attempt to blame everything for the Government's difficulties.: [360, 228, 520, 256]
dateline: PARIS, February 27.: [408, 157, 472, 167]
scorecard-row: [726, 584, 916, 593]
scorecard-row: [726, 576, 916, 585]
runs: 0: [912, 635, 916, 644]
batsman: O'Reilly, b Voce: [726, 627, 772, 636]
headline: ALLEGED SABOTAGE: [937, 387, 993, 411]
photo-caption: K. FARNES.: [602, 851, 644, 861]
subhead: N.Z. HOCKEY TEAM: [220, 966, 324, 979]
runs: 28: [909, 567, 916, 576]
headline: ARMS LIMITATION: [927, 39, 1003, 67]
column-1: "SIT-DOWN" TACTICS — AMERICAN DISPUTES — GAS USED AGAINST STRIKERS — MEN VACATE FACTORY United Press Association—By Electric Telegraph—Copyright. NEW YORK, February 27. "Sit-down" strikes continue to occupy the centre of the stage. These are sponsored by the John Lewis Committee for Industrial Organisation. Its campaign is aimed at the industrial union controlling the American Federation of Labour. At Waukegan 60 sheriffs and deputies, employing a wooden tower mounted on a truck, blasted 75 "sit-downers" from the Fan Steel Company's plant after an hour's barrage with tear gas and knock-out gas. The tower was backed against the windows, and cartridge after cartridge poured gas into the strikers, who hurled back bolts, pulley wheels and metal fragments. The "sit-downers" were ultimately compelled to vacate the factory. TEAR GAS USED — BROADWAY CINEMAS — 27 PERSONS INJURED NEW YORK, February 27. In a new outbreak of labour trouble tear gas and stench bombs exploded almost simultaneously, due to timing devices, in six cinemas on Broadway, injuring twenty-seven persons by flying glass or gas, one seriously, and routed hundreds of patrons, who coughing and gasping, jammed the streets outside. The management of the theatres, which are part of a chain, denied difficulties with the employees, but the police said that the trouble apparently resulted from an attempt to organise the Theatre Union, which is not affiliated to the American Federation of Labour. MINE STRIKE ENDS — NORTH WALLAROO DISPUTE SYDNEY, February 28. Thirty conglomerate armed with cases of gelignite, detonators, and fuses, who began a "stay-in" strike in the North Wallaroo colliery and barricaded the only two entrances to the colliery, due to a dispute regarding the amount of coal to be filled into the skips since the introduction of the electric driller, have left the pit. The trouble ended on terms which are reported to be satisfactory to the miners and the officials. There were joyful scenes at the pithead when the strikers rejoined their families. RULES FOR FARMERS — ANTI-EROSION PLAN — ROOSEVELT'S MODEL LAW WASHINGTON, February 27. President Roosevelt has sent the governors of all States a model law to vest broad powers in proposed local agencies to compel farmers to abide by approved farming methods. Provision is made for the imposition of fines for violation of the prescribed rules. In an accompanying letter the President has issued a warning that the nation that destroys its soil destroys itself. He has called attention to the dust storms and floods in the past few years, and urges the States to act to save the soil as a basic asset. Similar measures have already been enacted in Arkansas and are pending in 13 other States. JUDICIARY PROPOSAL — 'JUST WHAT COUNTRY NEEDS' — SUPPORT FOR ROOSEVELT NEW YORK, February 27. Governor F. La Follette, of Wisconsin, in a Progressive, endorsed President Roosevelt's judiciary programme. He asserted that the country's great need was a Supreme Court which would itself obey the Constitution, and not amend it by judicial decree. He admitted that the President was attempting to change decisions of the Court, but said that was "just what we needed. The spectacle of a few men blocking the progress of 130,000,000 people by twisting and distorting the plain terms of the Constitution is so vicious that only immediate surgery can correct it." JUDGES' RETIREMENT — SENATE APPROVES BILL NEW YORK, February 28. The Senate passed by 76 votes to 4 the measure already adopted by the House of Representatives permitting the voluntary retirement on full pay of Supreme Court judges at the age of 70. Some factions hope this will pave the way for a compromise on President Roosevelt's proposal to appoint new judges, through the retirement of at least two of the present judges, but President Roosevelt intervened personally to prevent the immediate passage of another measure containing the controversial proposals regarding inferior courts. AIR PUPIL'S CRASH — 'PLANE SMASHED TO PIECES (Received March 1, 10.30 a.m.) SYDNEY, February 28. An aviation pupil, Colin Parkinson, aged 20, was flying solo over the suburb of Haberfield today when the engine failed. He made a forced landing in a backyard, the machine being smashed to pieces. Parkinson crawled from the wreckage with only a few cuts and abrasions. EXTENSION TO FAST — ZEPPELIN SERVICES MUNICH, February 27. Captain H. Lehmann, the airship commander, announced that the Zeppelin Company, of which he is a director, is planning to extend its services to India and the Far East when its new building programme is completed. He points out that by 1940 the company will have a fleet of four large modern airships.: [24, 38, 189, 1508]
bowling-row: [726, 691, 916, 700]
headline: MR. NASH'S MISSION: [204, 1288, 340, 1304]
article-text: "Sit-down" strikes continue to occupy the centre of the stage. These are sponsored by the John Lewis Committee for Industrial Organisation. Its campaign is aimed at the industrial union controlling the American Federation of Labour.: [24, 188, 184, 235]
scorecard-row: [726, 610, 916, 619]
article-text: The Senate passed by 76 votes to 4 the measure already adopted by the House of Representatives permitting the voluntary retirement on full pay of Supreme Court judges at the age of 70.: [24, 1187, 184, 1225]
bowling-row: [726, 708, 916, 717]
subhead: CO-OPERATION MOVE: [209, 171, 335, 186]
scorecard-row: [726, 636, 916, 645]
subhead: 'JUST WHAT COUNTRY NEEDS': [25, 953, 183, 966]
article-text: Thirty conglomerate armed with cases of gelignite, detonators, and fuses, who began a "stay-in" strike in the North Wallaroo colliery and barricaded the only two entrances to the colliery, due to a dispute regarding the amount of coal to be filled into the skips since the introduction of the electric driller, have left the pit.: [24, 570, 184, 637]
article-text: In an accompanying letter the President has issued a warning that the nation that destroys its soil destroys itself. He has called attention to the dust storms and floods in the past few years, and urges the States to act to save the soil as a basic asset.: [24, 831, 184, 878]
subhead: SINGLE COMMAND FOR ARMY: [192, 198, 352, 211]
subhead: OPPOSITION TO HOME POLICY: [203, 131, 341, 160]
headline: RECORD SCORE IN SIGHT: [545, 40, 903, 71]
bowling-figure: 62: [889, 707, 897, 716]
bowling-row: [726, 699, 916, 708]
dateline: (Received March 1, 11 a.m.): [1019, 1103, 1105, 1113]
dateline: SYDNEY, February 28.: [785, 1091, 857, 1101]
headline: JUDICIARY PROPOSAL: [59, 907, 149, 941]
dateline: NEW YORK, February 27.: [63, 394, 145, 404]
article-text: The management of the theatres, which are part of a chain, denied difficulties with the employees, but the police said that the trouble apparently resulted from an attempt to organise the Theatre Union, which is not affiliated to the American Federation of Labour.: [24, 465, 184, 513]
article-text: The Washington correspondent of the "New York Times" says that officials have expressed an informal opinion that the new trade agreements between Britain and Canada providing for reciprocal preferential treatment will facilitate in some respects efforts to find a basis for the negotiation of a reciprocal trade agreement between the United States and the United Kingdom.: [360, 390, 520, 466]
subhead: NEW LABOUR M.P. IN N.S.W.: [1016, 578, 1108, 587]
bowler: Hammond: [726, 707, 756, 716]
headline: ENGLISH COMMENT: [759, 748, 883, 763]
dateline: LONDON, February 27.: [928, 914, 1002, 924]
dateline: (Received March 1, 10.30 a.m.): [224, 766, 320, 776]
dateline: (Received March 1, 9 a.m.): [230, 230, 314, 240]
headline: SAFETY IN THE AIR: [209, 587, 335, 603]
runs: 80: [909, 601, 916, 610]
article-text: "I will not remain at the head of Republican Spain if we do not take a firm decision," he said.: [192, 283, 352, 303]
total-row: [726, 662, 916, 671]
subhead: CENTURY PARTNERSHIP: [560, 585, 686, 598]
article-text: War risk rates covering the French fleet trading in the Mediterranean have already risen to 10s per £100 for three months.: [192, 481, 352, 509]
dateline: LONDON, February 28.: [928, 1082, 1002, 1092]
dateline: LONDON, February 28.: [928, 200, 1002, 210]
batsman: Badcock, c Worthington, b Voce: [726, 592, 817, 601]
subhead: ARGENTINE KIDNAPPING CASE: [373, 806, 507, 832]
dateline: LONDON, February 27.: [235, 1331, 309, 1341]
article-text: Mr. J. R. Remer (Conservative) will question the Government in the House of Commons on March 1 regarding alleged sabotage by fire and disorganisation of machinery in British factories engaged in the re-armament programme.: [920, 443, 1010, 528]
subhead: AMERICAN DISPUTES: [39, 92, 169, 107]
subhead: THANKS FOR KING'S GOOD QUALITIES: [928, 874, 1002, 892]
article-text: Nigeria is contributing £75,000 to Imperial defence.: [920, 566, 1010, 585]
subhead: GAS USED AGAINST STRIKERS: [24, 119, 184, 132]
subhead: LLEWELLYN HAS TROUBLE: [934, 1313, 996, 1332]
batsman: McCabe, c Farnes, b Verity: [726, 584, 803, 593]
bowling-row: [726, 725, 916, 734]
article-text: With fourteen completely returns showed that the Congress Party has a clear majority in the Lower Houses at Bombay, Madras, and in the United Provinces, the Central Provinces, and in Bihar and Orissa, and is the largest single party in Bengal, Assam, and the North-West Frontier, the party's working committee met there to decide the attitude of Pandit Jawaharlal Nehru to consider its policy, which officially is still in opposition to the new Constitution.: [192, 788, 352, 873]
headline: MINE STRIKE ENDS: [45, 518, 163, 533]
article-text: Gandhi, who was present in a consultative capacity, favoured the acceptance of office provided the Governor's special powers, including the right of veto, are not used, but no decision was reached pending the meeting of the Congress Party Convention in the middle of March.: [192, 876, 352, 933]
bowling-header-cell: W.: [908, 673, 916, 682]
bowling-header-cell: [726, 673, 817, 682]
subhead: FOR EMPIRE USE: [932, 863, 997, 873]
article-text: Some factions hope this will pave the way for a compromise on President Roosevelt's proposal to appoint new judges, through the retirement of at least two of the present judges, but President Roosevelt intervened personally to prevent the immediate passage of another measure containing the controversial proposals regarding inferior courts.: [24, 1227, 184, 1294]
bowling-figure: 127: [885, 716, 897, 725]
bowler: Voce: [726, 699, 740, 708]
headline: TEAR GAS USED: [55, 328, 153, 343]
article-text: Thanks to a cool breeze and some cloud, the weather was less trying for the second day of England's fight to regain the Ashes. There was a larger crowd, too, despite an important race meeting.: [528, 654, 718, 692]
bowling-figure: 5: [865, 690, 869, 699]
subhead: NORTH WALLAROO DISPUTE: [29, 545, 179, 558]
bowling-figure: 17: [841, 681, 849, 690]
dateline: (Received March 1, 1 p.m.): [923, 1194, 1007, 1204]
article-text: Although the "Sydney Morning Herald" admits that the game is not yet won and some English writers retain a degree of optimism, the general verdict of the critics is that England is in serious trouble. The London "Observer" comments that England is "in a deep, dark hole," and that "England's greatest batting side might well shiver at the sight of 593 for nine.": [528, 206, 920, 236]
dateline: BRESLAU, February 27.: [1023, 745, 1101, 755]
subhead: PREPARING FOR CORONATION: [936, 1042, 994, 1060]
credit-line: (British Official Wireless.): [930, 612, 1000, 620]
article-text: In a new outbreak of labour trouble tear gas and stench bombs exploded almost simultaneously, due to timing devices, in six cinemas on Broadway, injuring twenty-seven persons by flying glass or gas, one seriously, and routed hundreds of patrons, who coughing and gasping, jammed the streets outside.: [24, 405, 184, 462]
bowling-figure: 3: [865, 707, 869, 716]
dateline: LONDON, February 27.: [784, 984, 858, 994]
article-text: President Roosevelt has asked Congress to enact legislation to abolish the dual system of measurement of vessels using the Panama Canal, substituting the Panama Canal rules of measurement as prescribed by the President. This will entail a reduction in tolls in some cases.: [360, 925, 520, 982]
batsman: Fingleton, c Voce, b Farnes: [726, 558, 803, 567]
credit-line: United Press Association—By Electric Telegraph—Copyright.: [205, 213, 339, 228]
article-text: Governor F. La Follette, of Wisconsin, in a Progressive, endorsed President Roosevelt's judiciary programme. He asserted that the country's great need was a Supreme Court which would itself obey the Constitution, and not amend it by judicial decree.: [24, 1003, 184, 1051]
subhead: ANTI-EROSION PLAN: [49, 730, 159, 743]
dateline: RUGBY, February 27.: [931, 642, 999, 652]
subhead: ZEPPELIN SERVICES: [51, 1456, 157, 1469]
article-text: An aviation pupil, Colin Parkinson, aged 20, was flying solo over the suburb of Haberfield today when the engine failed. He made a forced landing in a backyard, the machine being smashed to pieces. Parkinson crawled from the wreckage with only a few cuts and abrasions.: [24, 1365, 184, 1422]
bowling-figure: 1: [912, 716, 916, 725]
subhead: EFFORTS TO FIND BASIS: [377, 364, 503, 377]
subhead: ATTITUDE TO CONSTITUTION: [195, 751, 349, 764]
